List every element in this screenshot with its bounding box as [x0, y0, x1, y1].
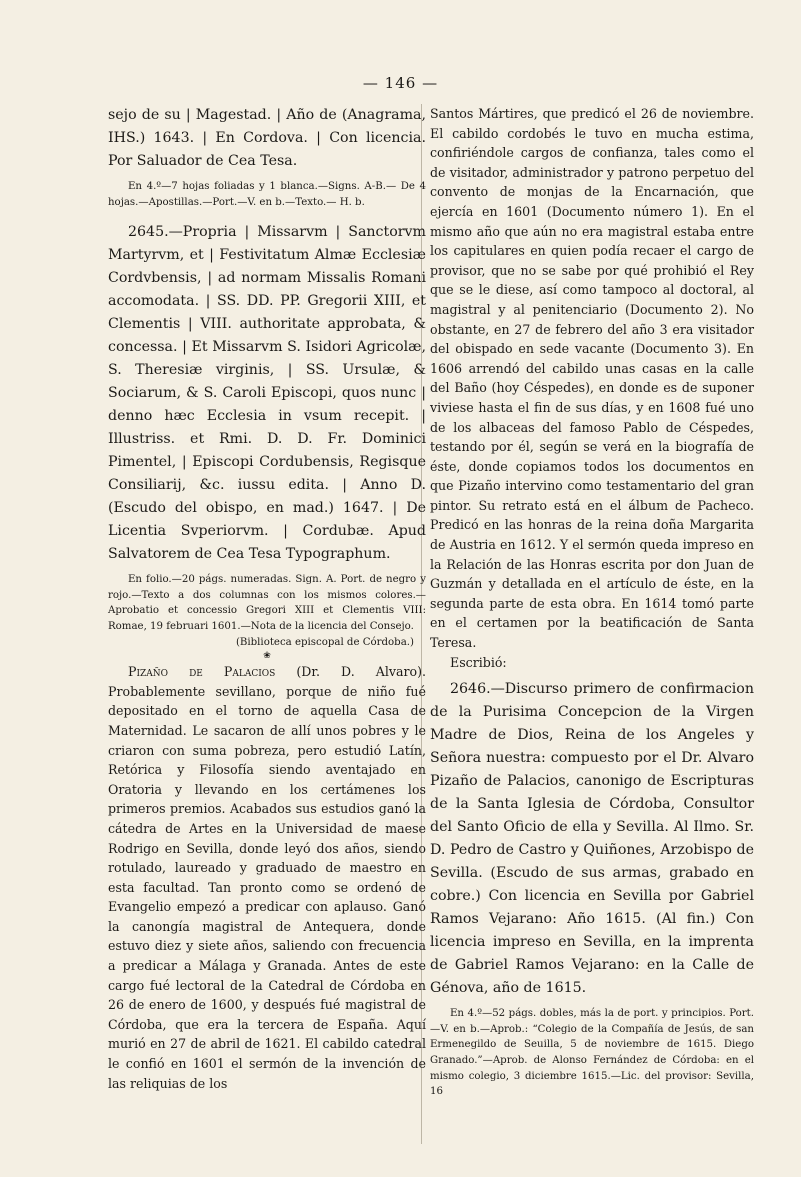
entry-2645-library: (Biblioteca episcopal de Córdoba.)	[235, 636, 414, 648]
entry-2646-title: 2646.—Discurso primero de confirmacion de la Purisima Concepcion de la Virgen Madre de Dios, Reina de los Angeles y Señora nuestra: compuesto por el Dr. Alvaro Pizaño de Palacios, canonigo de Escripturas de la Santa Iglesia de Córdoba, Consultor del Santo Oficio de ella y Sevilla. Al Ilmo. Sr. D. Pedro de Castro y Quiñones, Arzobispo de Sevilla. (Escudo de sus armas, grabado en cobre.) Con licencia en Sevilla por Gabriel Ramos Vejarano: Año 1615. (Al fin.) Con licencia impreso en Sevilla, en la imprenta de Gabriel Ramos Vejarano: en la Calle de Génova, año de 1615.	[430, 681, 754, 997]
biography-text: (Dr. D. Alvaro). Probablemente sevillano, porque de niño fué depositado en el torno de aquella Casa de Maternidad. Le sacaron de allí unos pobres y le criaron con suma pobreza, pero estudió Latín, Retórica y Filosofía siendo aventajado en Oratoria y llevando en los certámenes los primeros premios. Acabados sus estudios ganó la cátedra de Artes en la Universidad de maese Rodrigo en Sevilla, donde leyó dos años, siendo rotulado, laureado y graduado de maestro en esta facultad. Tan pronto como se ordenó de Evangelio empezó a predicar con aplauso. Ganó la canongía magistral de Antequera, donde estuvo diez y siete años, saliendo con frecuencia a predicar a Málaga y Granada. Antes de este cargo fué lectoral de la Catedral de Córdoba en 26 de enero de 1600, y después fué magistral de Córdoba, que era la tercera de España. Aquí murió en 27 de abril de 1621. El cabildo catedral le confió en 1601 el sermón de la invención de las reliquias de los	[108, 664, 426, 1091]
entry-2645-note: En folio.—20 págs. numeradas. Sign. A. Port. de negro y rojo.—Texto a dos columnas con los mismos colores.—Aprobatio et concessio Gregori XIII et Clementis VIII: Romae, 19 februari 1601.—Nota de la licencia del Consejo.	[108, 574, 426, 632]
left-column	[108, 104, 426, 1093]
entry-2645-title: 2645.—Propria | Missarvm | Sanctorvm Martyrvm, et | Festivitatum Almæ Ecclesiæ Cordvbensis, | ad normam Missalis Romani accomodata. | SS. DD. PP. Gregorii XIII, et Clementis | VIII. authoritate approbata, & concessa. | Et Missarvm S. Isidori Agricolæ, S. Theresiæ virginis, | SS. Ursulæ, & Sociarum, & S. Caroli Episcopi, quos nunc | denno hæc Ecclesia in vsum recepit. | Illustriss. et Rmi. D. D. Fr. Dominici Pimentel, | Episcopi Cordubensis, Regisque Consiliarij, &c. iussu edita. | Anno D. (Escudo del obispo, en mad.) 1647. | De Licentia Svperiorvm. | Cordubæ. Apud Salvatorem de Cea Tesa Typographum.	[108, 224, 426, 563]
right-column	[430, 104, 754, 1100]
entry-2646-note: En 4.º—52 págs. dobles, más la de port. y principios. Port.—V. en b.—Aprob.: “Colegio de la Compañía de Jesús, de san Ermenegildo de Seuilla, 5 de noviembre de 1615. Diego Granado.”—Aprob. de Alonso Fernández de Córdoba: en el mismo colegio, 3 diciembre 1615.—Lic. del provisor: Sevilla, 16	[430, 1008, 754, 1098]
biography-continuation: Santos Mártires, que predicó el 26 de noviembre. El cabildo cordobés le tuvo en mucha estima, confiriéndole cargos de confianza, tales como el de visitador, administrador y patrono perpetuo del convento de monjas de la Encarnación, que ejercía en 1601 (Documento número 1). En el mismo año que aún no era magistral estaba entre los capitulares en quien podía recaer el cargo de provisor, que no se sabe por qué prohibió el Rey que se le diese, así como tampoco al doctoral, al magistral y al penitenciario (Documento 2). No obstante, en 27 de febrero del año 3 era visitador del obispado en sede vacante (Documento 3). En 1606 arrendó del cabildo unas casas en la calle del Baño (hoy Céspedes), en donde es de suponer viviese hasta el fin de sus días, y en 1608 fué uno de los albaceas del famoso Pablo de Céspedes, testando por él, según se verá en la biografía de éste, donde copiamos todos los documentos en que Pizaño intervino como testamentario del gran pintor. Su retrato está en el álbum de Pacheco. Predicó en las honras de la reina doña Margarita de Austria en 1612. Y el sermón queda impreso en la Relación de las Honras escrita por don Juan de Guzmán y detallada en el artículo de éste, en la segunda parte de esta obra. En 1614 tomó parte en el certamen por la beatificación de Santa Teresa.	[430, 106, 754, 651]
biography-author-name: Pizaño de Palacios	[128, 664, 276, 680]
ornament: ❀	[263, 651, 271, 662]
page-number: — 146 —	[362, 74, 439, 92]
entry-2644-note: En 4.º—7 hojas foliadas y 1 blanca.—Signs. A-B.— De 4 hojas.—Apostillas.—Port.—V. en b.—Texto.— H. b.	[108, 181, 426, 208]
biography-pizano	[108, 662, 426, 1093]
escribio-heading: Escribió:	[450, 654, 507, 670]
entry-2644-title-end: sejo de su | Magestad. | Año de (Anagrama, IHS.) 1643. | En Cordova. | Con licencia. Por Saluador de Cea Tesa.	[108, 107, 426, 169]
